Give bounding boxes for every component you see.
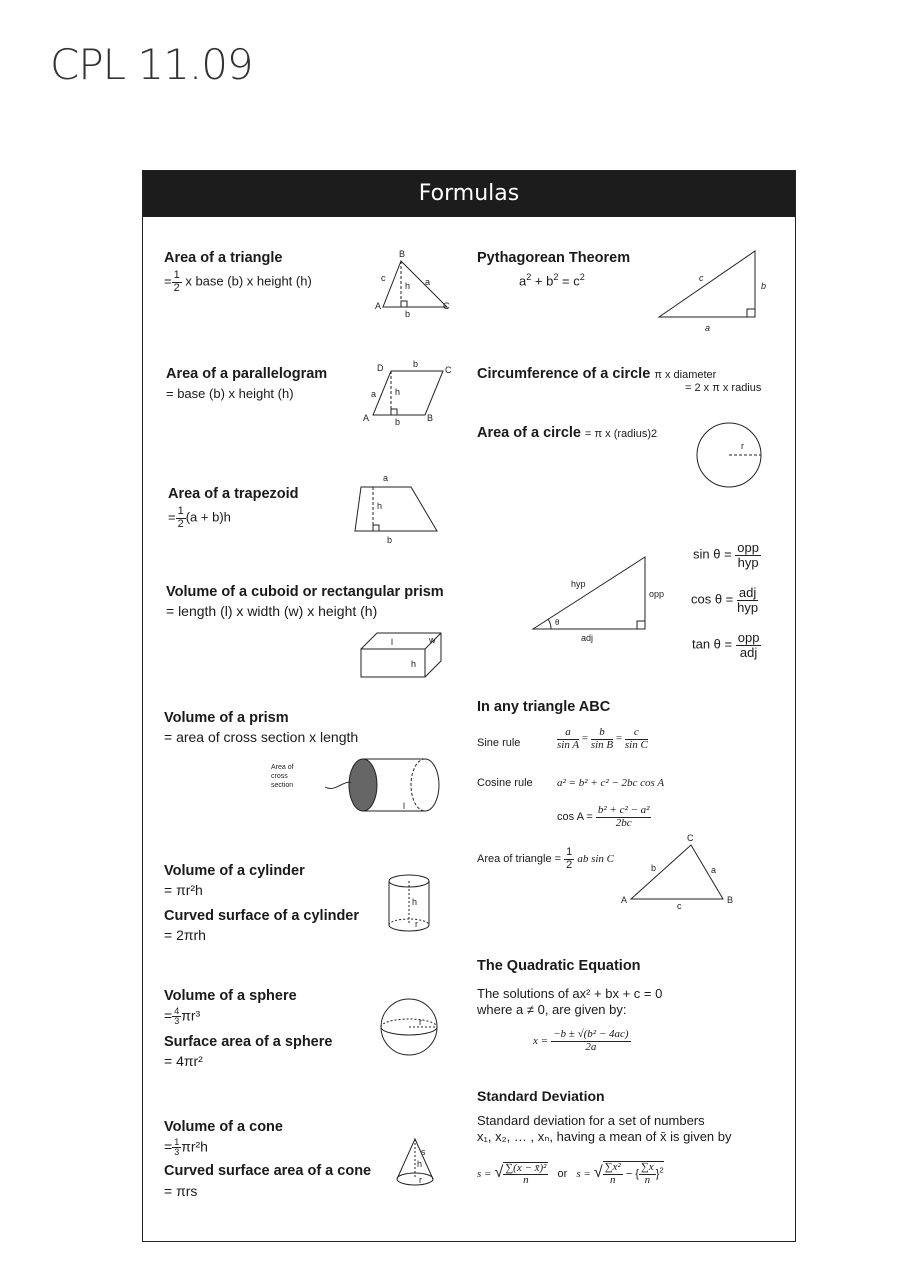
pythagoras-title: Pythagorean Theorem <box>477 250 631 266</box>
circumference-title <box>477 366 716 382</box>
half-fraction <box>172 270 182 294</box>
cone-volume-title: Volume of a cone <box>164 1119 283 1135</box>
banner-title: Formulas <box>143 171 795 217</box>
label-h: h <box>395 387 401 397</box>
formula-text: (a + b)h <box>185 509 231 525</box>
fraction-den: adj <box>739 644 758 660</box>
label-D: D <box>377 363 384 373</box>
fraction-num: adj <box>738 585 757 600</box>
or-text: or <box>557 1167 568 1180</box>
s-eq-2: s = <box>576 1167 591 1180</box>
cuboid-formula: = length (l) x width (w) x height (h) <box>166 603 378 619</box>
label-a: a <box>371 389 377 399</box>
fraction-den: sin B <box>590 738 614 751</box>
label-a: a <box>705 323 711 333</box>
label-r: r <box>419 1175 422 1185</box>
sin-fraction <box>735 541 761 569</box>
fraction-den: 2bc <box>615 816 632 829</box>
label-opp: opp <box>649 589 665 599</box>
fraction-den: sin C <box>624 738 648 751</box>
cos-a-fraction <box>596 805 652 829</box>
fraction-den: 2a <box>585 1040 597 1053</box>
std-dev-formula <box>477 1161 664 1187</box>
label-A: A <box>363 413 370 423</box>
label-C: C <box>445 365 452 375</box>
label-h: h <box>417 1159 423 1169</box>
circumference-title-text: Circumference of a circle <box>477 366 651 382</box>
fraction-num: opp <box>737 540 759 555</box>
fraction-num: 1 <box>173 269 180 281</box>
label-theta: θ <box>555 618 560 627</box>
minus-sign: − <box>625 1167 633 1180</box>
fraction <box>172 1007 181 1027</box>
fraction-den: n <box>523 1174 529 1187</box>
fraction-den: hyp <box>737 599 759 615</box>
fraction-num: 4 <box>174 1006 180 1016</box>
fraction-num: 1 <box>566 846 573 858</box>
document-code: CPL 11.09 <box>50 40 253 89</box>
quadratic-fraction <box>551 1029 630 1053</box>
fraction-num: b² + c² − a² <box>597 804 650 816</box>
term-b: + b <box>531 273 554 289</box>
cylinder-volume-title: Volume of a cylinder <box>164 863 305 879</box>
formula-prefix: = <box>168 509 176 525</box>
cos-a-formula <box>557 805 651 829</box>
label-s: s <box>421 1147 426 1157</box>
formula-prefix: = <box>164 1007 173 1024</box>
cosine-rule-label: Cosine rule <box>477 777 533 789</box>
prism-diagram <box>265 753 445 813</box>
sine-term-b <box>591 727 613 751</box>
pythagoras-diagram <box>655 249 775 333</box>
label-l: l <box>391 637 393 647</box>
label-C: C <box>687 833 694 843</box>
circle-area-title-text: Area of a circle <box>477 425 581 441</box>
label-a: a <box>711 865 717 875</box>
fraction-num: a <box>557 727 579 740</box>
sphere-diagram <box>379 997 439 1057</box>
label-w: w <box>429 635 436 645</box>
cone-surface-formula: = πrs <box>164 1183 198 1199</box>
cos-lhs: cos θ = <box>691 591 734 607</box>
quadratic-title: The Quadratic Equation <box>477 958 641 974</box>
fraction-num: −b ± √(b² − 4ac) <box>553 1028 629 1040</box>
fraction-den: 3 <box>174 1147 180 1158</box>
sine-term-a <box>557 727 579 751</box>
label-b: b <box>651 863 657 873</box>
sqrt-sign: √ <box>494 1163 504 1181</box>
label-A: A <box>375 301 382 311</box>
fraction-den: n <box>644 1173 651 1186</box>
label-h: h <box>377 501 383 511</box>
sphere-volume-formula <box>164 1007 200 1027</box>
half-fraction <box>176 506 186 530</box>
label-B: B <box>427 413 434 423</box>
cylinder-surface-title: Curved surface of a cylinder <box>164 908 360 924</box>
fraction-num: opp <box>737 630 760 645</box>
formula-sheet <box>142 170 796 1242</box>
formula-prefix: = <box>164 1138 173 1155</box>
cylinder-surface-formula: = 2πrh <box>164 927 206 943</box>
fraction-num: b <box>591 727 613 740</box>
fraction-num: 1 <box>174 1137 180 1147</box>
cos-formula <box>691 586 758 614</box>
label-r: r <box>419 1017 422 1027</box>
circumference-line2: = 2 x π x radius <box>685 382 762 394</box>
fraction-den: 2 <box>173 281 180 294</box>
s-eq: s = <box>477 1167 492 1180</box>
area-tail: ab sin C <box>577 852 615 865</box>
cuboid-diagram <box>357 629 447 683</box>
equals-sign: = <box>615 732 623 745</box>
term-a: a <box>519 273 527 289</box>
cone-volume-formula <box>164 1138 208 1158</box>
cylinder-volume-formula: = πr²h <box>164 882 203 898</box>
label-r: r <box>415 919 418 929</box>
fraction-den: sin A <box>557 738 580 751</box>
cone-diagram <box>395 1137 435 1189</box>
triangle-area-title: Area of a triangle <box>164 250 283 266</box>
fraction-num: ∑x <box>640 1161 654 1173</box>
tan-formula <box>692 631 761 659</box>
sin-lhs: sin θ = <box>693 546 732 562</box>
exp-b: 2 <box>553 272 559 282</box>
tan-lhs: tan θ = <box>692 636 733 652</box>
triangle-area-formula <box>164 270 312 294</box>
triangle-diagram <box>375 249 455 319</box>
trapezoid-diagram <box>351 471 441 543</box>
label-a: a <box>383 473 389 483</box>
tan-fraction <box>736 631 762 659</box>
fraction-den: n <box>609 1173 616 1186</box>
circumference-line1: π x diameter <box>654 369 717 381</box>
cos-fraction <box>737 586 758 614</box>
quadratic-line1: The solutions of ax² + bx + c = 0 <box>477 986 663 1001</box>
label-h: h <box>411 659 417 669</box>
fraction-num: ∑x² <box>604 1161 621 1173</box>
label-b: b <box>387 535 393 545</box>
formula-prefix: = <box>164 273 172 289</box>
equals-sign: = <box>581 732 589 745</box>
cylinder-diagram <box>387 873 433 935</box>
label-A: A <box>621 895 628 905</box>
parallelogram-title: Area of a parallelogram <box>166 366 328 382</box>
sine-rule-formula <box>557 727 648 751</box>
term-c: = c <box>558 273 580 289</box>
fraction-num: ∑(x − x̄)² <box>505 1161 547 1174</box>
label-h: h <box>412 897 418 907</box>
std-dev-title: Standard Deviation <box>477 1088 605 1104</box>
fraction <box>172 1138 181 1158</box>
formula-tail: πr²h <box>181 1138 208 1155</box>
fraction-den: 3 <box>174 1016 180 1027</box>
quadratic-line2: where a ≠ 0, are given by: <box>477 1002 627 1017</box>
exp-a: 2 <box>526 272 532 282</box>
label-b: b <box>405 309 411 319</box>
prism-formula: = area of cross section x length <box>164 729 359 745</box>
label-adj: adj <box>581 633 594 643</box>
std-dev-line1: Standard deviation for a set of numbers <box>477 1113 705 1128</box>
formula-text: x base (b) x height (h) <box>185 273 312 289</box>
label-B: B <box>727 895 734 905</box>
pythagoras-formula <box>519 272 585 288</box>
circle-area-formula: = π x (radius)2 <box>585 428 658 440</box>
trapezoid-formula <box>168 506 231 530</box>
sphere-surface-formula: = 4πr² <box>164 1053 203 1069</box>
cone-surface-title: Curved surface area of a cone <box>164 1163 372 1179</box>
sphere-surface-title: Surface area of a sphere <box>164 1034 333 1050</box>
exp-c: 2 <box>579 272 585 282</box>
area-half <box>564 847 574 871</box>
label-l: l <box>403 801 405 811</box>
label-b: b <box>761 281 767 291</box>
parallelogram-diagram <box>361 359 453 427</box>
std-dev-fraction-2 <box>603 1162 623 1186</box>
label-hyp: hyp <box>571 579 586 589</box>
fraction-den: hyp <box>737 554 759 570</box>
cos-a-lhs: cos A = <box>557 810 593 823</box>
std-dev-radicand-2: $\frac{\text{∑x²}}{n}$ − { $\frac{\sum x}{n}$ }$^2$ <box>604 1161 664 1186</box>
sphere-volume-title: Volume of a sphere <box>164 988 297 1004</box>
label-area-line3: section <box>271 782 294 789</box>
prism-title: Volume of a prism <box>164 710 289 726</box>
label-area-line2: cross <box>271 773 288 780</box>
label-c: c <box>677 901 682 911</box>
std-dev-fraction-1 <box>503 1162 548 1187</box>
fraction-den: 2 <box>177 517 184 530</box>
label-C: C <box>443 301 450 311</box>
sine-term-c <box>625 727 648 751</box>
formula-tail: πr³ <box>181 1007 201 1024</box>
circle-diagram <box>695 421 765 491</box>
label-b: b <box>395 417 401 427</box>
area-label: Area of triangle = <box>477 852 562 865</box>
circle-area-title <box>477 425 657 441</box>
std-dev-fraction-3 <box>639 1162 656 1186</box>
label-c: c <box>699 273 704 283</box>
fraction-den: 2 <box>566 858 573 871</box>
triangle-abc-diagram <box>621 833 737 911</box>
label-r: r <box>741 441 744 451</box>
triangle-area-sin-formula <box>477 847 614 871</box>
sqrt-sign: √ <box>593 1163 603 1181</box>
std-dev-line2: x₁, x₂, … , xₙ, having a mean of x̄ is given by <box>477 1129 732 1144</box>
quadratic-formula <box>533 1029 631 1053</box>
fraction-num: c <box>625 727 648 740</box>
label-B: B <box>399 249 406 259</box>
sin-formula <box>693 541 761 569</box>
trig-triangle-diagram <box>529 553 669 643</box>
cuboid-title: Volume of a cuboid or rectangular prism <box>166 584 444 600</box>
fraction-num: 1 <box>177 505 184 517</box>
cosine-rule-formula: a² = b² + c² − 2bc cos A <box>557 777 665 789</box>
triangle-abc-title: In any triangle ABC <box>477 699 611 715</box>
label-a: a <box>425 277 431 287</box>
label-b-top: b <box>413 359 419 369</box>
trapezoid-title: Area of a trapezoid <box>168 486 299 502</box>
parallelogram-formula: = base (b) x height (h) <box>166 386 294 401</box>
sine-rule-label: Sine rule <box>477 737 521 749</box>
label-h: h <box>405 281 411 291</box>
label-area-line1: Area of <box>271 764 294 771</box>
x-eq: x = <box>533 1034 549 1047</box>
label-c: c <box>381 273 386 283</box>
